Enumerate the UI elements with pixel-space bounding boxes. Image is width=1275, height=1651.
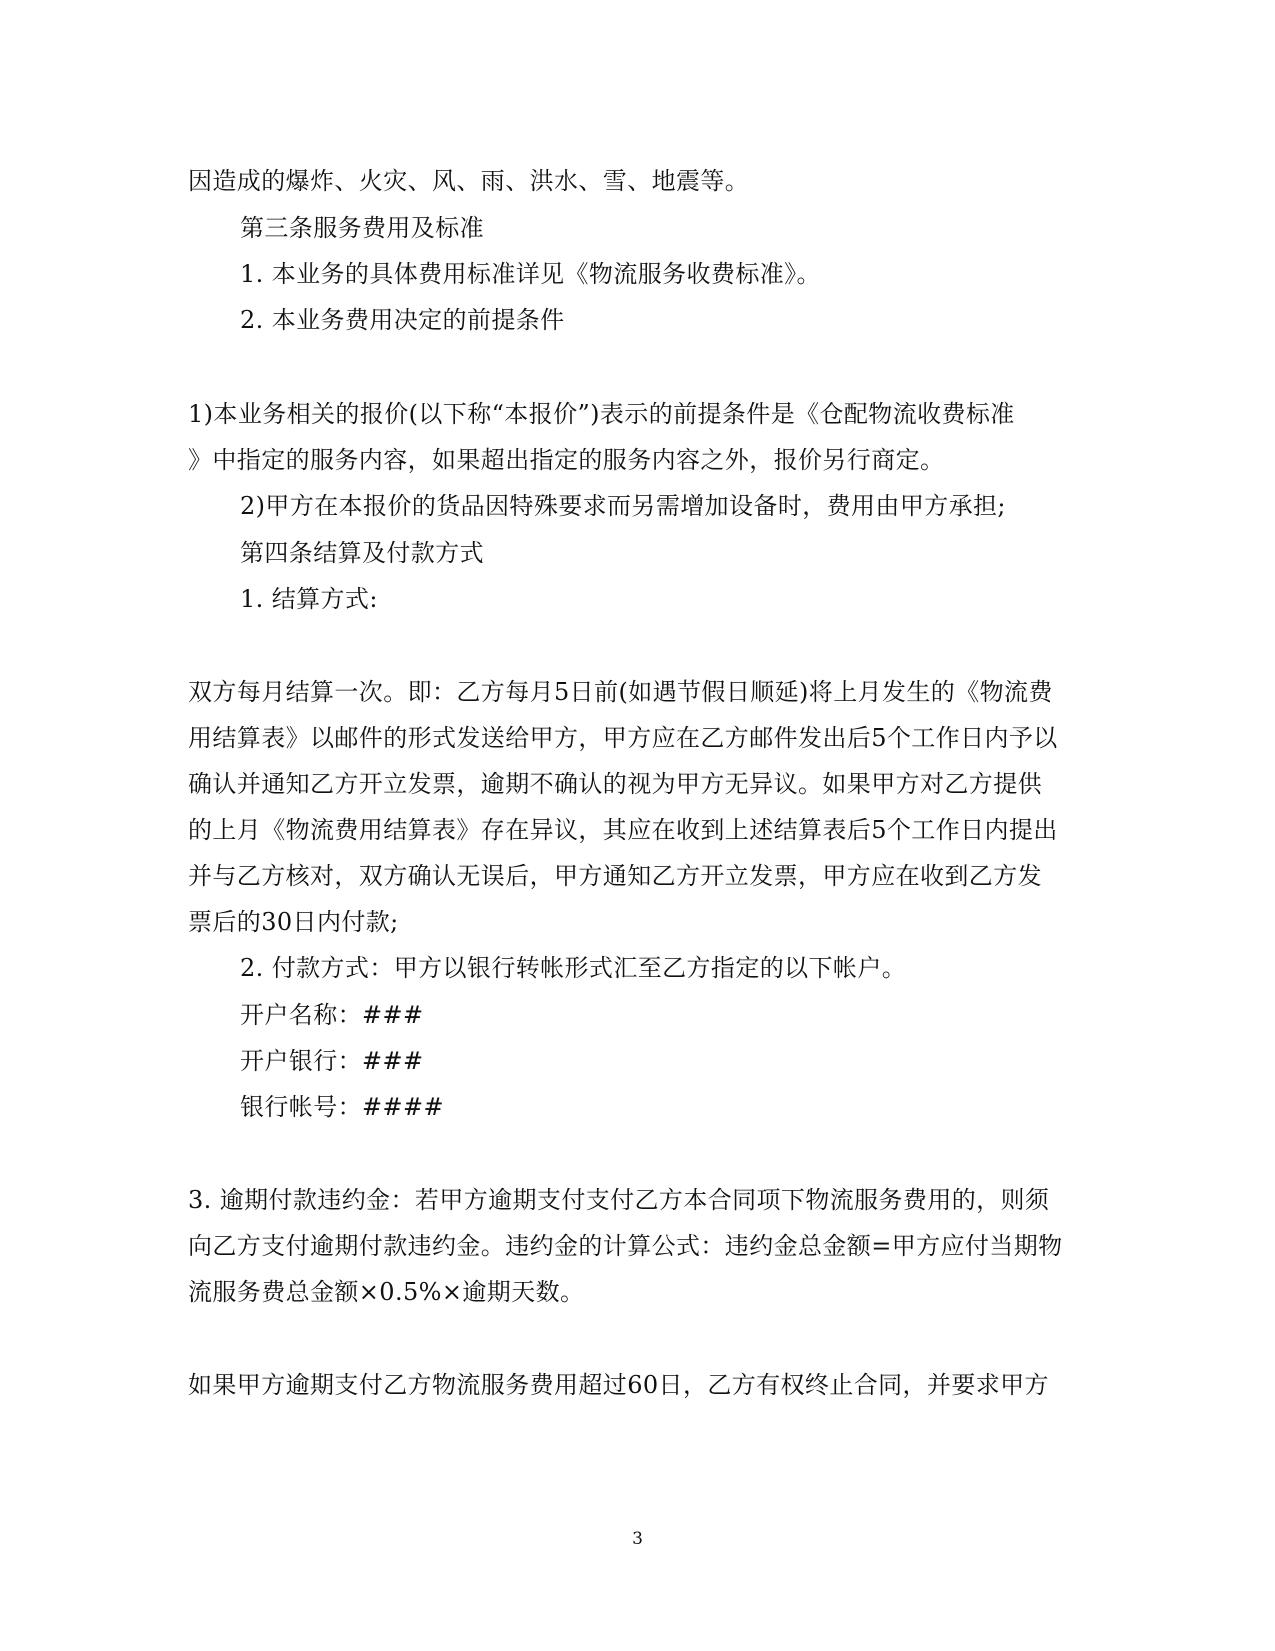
paragraph-line: 并与乙方核对，双方确认无误后，甲方通知乙方开立发票，甲方应在收到乙方发: [188, 862, 1042, 890]
paragraph-line: 2. 付款方式：甲方以银行转帐形式汇至乙方指定的以下帐户。: [240, 954, 907, 982]
account-name-line: 开户名称：###: [240, 1001, 424, 1029]
paragraph-line: 双方每月结算一次。即：乙方每月5日前(如遇节假日顺延)将上月发生的《物流费: [188, 678, 1053, 706]
paragraph-line: 2. 本业务费用决定的前提条件: [240, 306, 565, 334]
account-number-line: 银行帐号：####: [240, 1093, 445, 1121]
section-heading: 第四条结算及付款方式: [240, 539, 484, 567]
paragraph-line: 票后的30日内付款;: [188, 908, 399, 936]
paragraph-line: 向乙方支付逾期付款违约金。违约金的计算公式：违约金总金额=甲方应付当期物: [188, 1232, 1063, 1260]
paragraph-line: 如果甲方逾期支付乙方物流服务费用超过60日，乙方有权终止合同，并要求甲方: [188, 1371, 1049, 1399]
paragraph-line: 3. 逾期付款违约金：若甲方逾期支付支付乙方本合同项下物流服务费用的，则须: [188, 1186, 1050, 1214]
paragraph-line: 1. 本业务的具体费用标准详见《物流服务收费标准》。: [240, 260, 821, 288]
paragraph-line: 1. 结算方式:: [240, 585, 378, 613]
paragraph-line: 确认并通知乙方开立发票，逾期不确认的视为甲方无异议。如果甲方对乙方提供: [188, 770, 1042, 798]
paragraph-line: 2)甲方在本报价的货品因特殊要求而另需增加设备时，费用由甲方承担;: [240, 492, 1006, 520]
paragraph-line: 的上月《物流费用结算表》存在异议，其应在收到上述结算表后5个工作日内提出: [188, 816, 1058, 844]
paragraph-line: 用结算表》以邮件的形式发送给甲方，甲方应在乙方邮件发出后5个工作日内予以: [188, 724, 1058, 752]
paragraph-line: 流服务费总金额×0.5%×逾期天数。: [188, 1278, 585, 1306]
paragraph-line: 因造成的爆炸、火灾、风、雨、洪水、雪、地震等。: [188, 167, 750, 195]
page-number: 3: [632, 1529, 643, 1549]
account-bank-line: 开户银行：###: [240, 1047, 424, 1075]
section-heading: 第三条服务费用及标准: [240, 214, 484, 242]
paragraph-line: 1)本业务相关的报价(以下称“本报价”)表示的前提条件是《仓配物流收费标准: [188, 400, 1015, 428]
paragraph-line: 》中指定的服务内容，如果超出指定的服务内容之外，报价另行商定。: [188, 446, 945, 474]
